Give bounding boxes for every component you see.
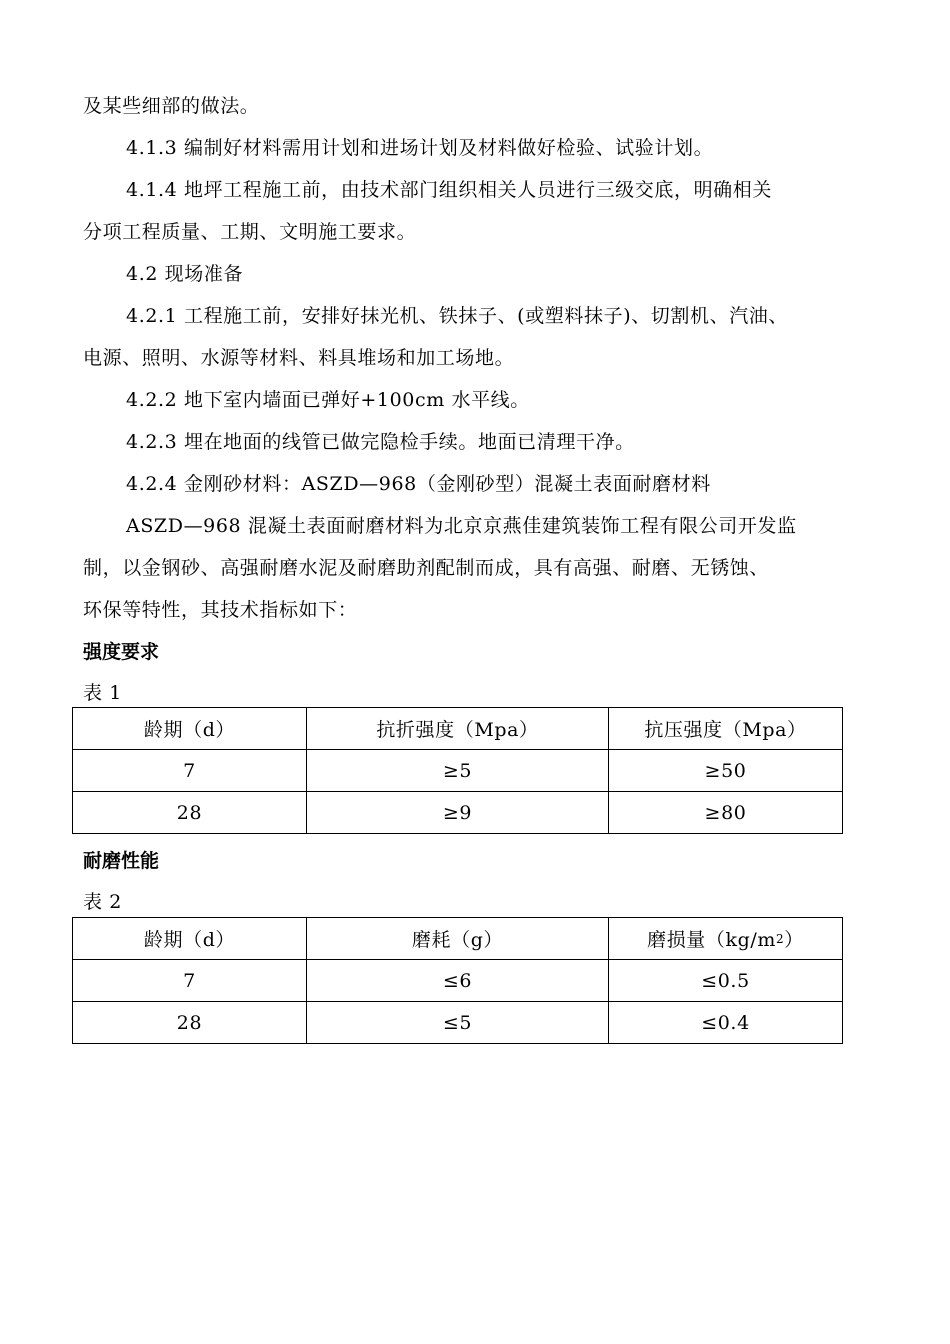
table2-caption: 表 2 [83, 891, 122, 913]
table-cell: ≥5 [307, 750, 609, 792]
table-cell: ≤6 [307, 960, 609, 1002]
header-text: 磨损量（kg/m [647, 929, 777, 951]
paragraph-line: 分项工程质量、工期、文明施工要求。 [83, 221, 417, 243]
paragraph-line: 及某些细部的做法。 [83, 95, 260, 117]
table-cell: ≥9 [307, 792, 609, 834]
table-cell: ≤0.5 [609, 960, 843, 1002]
table-row [73, 960, 843, 1002]
strength-table [72, 707, 843, 834]
header-cell [609, 918, 843, 960]
paragraph-line: 制，以金钢砂、高强耐磨水泥及耐磨助剂配制而成，具有高强、耐磨、无锈蚀、 [83, 557, 770, 579]
strength-heading: 强度要求 [83, 641, 160, 663]
table-cell: 7 [73, 960, 307, 1002]
table-header-row [73, 708, 843, 750]
section-title: 4.2 现场准备 [126, 263, 244, 285]
header-text: ） [784, 929, 804, 951]
header-cell: 抗压强度（Mpa） [609, 708, 843, 750]
wear-table [72, 917, 843, 1044]
table-row [73, 1002, 843, 1044]
paragraph-line: ASZD—968 混凝土表面耐磨材料为北京京燕佳建筑装饰工程有限公司开发监 [126, 515, 797, 537]
header-cell: 磨耗（g） [307, 918, 609, 960]
table-cell: ≤5 [307, 1002, 609, 1044]
table-cell: ≤0.4 [609, 1002, 843, 1044]
table1-caption: 表 1 [83, 682, 122, 704]
header-cell: 抗折强度（Mpa） [307, 708, 609, 750]
table-cell: ≥80 [609, 792, 843, 834]
paragraph-line: 4.2.2 地下室内墙面已弹好+100cm 水平线。 [126, 389, 530, 411]
paragraph-line: 4.1.3 编制好材料需用计划和进场计划及材料做好检验、试验计划。 [126, 137, 714, 159]
header-cell: 龄期（d） [73, 708, 307, 750]
paragraph-line: 电源、照明、水源等材料、料具堆场和加工场地。 [83, 347, 515, 369]
table-header-row [73, 918, 843, 960]
table-row [73, 750, 843, 792]
paragraph-line: 4.1.4 地坪工程施工前，由技术部门组织相关人员进行三级交底，明确相关 [126, 179, 772, 201]
paragraph-line: 4.2.1 工程施工前，安排好抹光机、铁抹子、(或塑料抹子)、切割机、汽油、 [126, 305, 789, 327]
table-cell: 28 [73, 1002, 307, 1044]
superscript-unit: 2 [776, 932, 785, 946]
paragraph-line: 4.2.4 金刚砂材料：ASZD—968（金刚砂型）混凝土表面耐磨材料 [126, 473, 711, 495]
paragraph-line: 环保等特性，其技术指标如下： [83, 599, 358, 621]
table-cell: ≥50 [609, 750, 843, 792]
table-cell: 28 [73, 792, 307, 834]
wear-heading: 耐磨性能 [83, 850, 160, 872]
header-cell: 龄期（d） [73, 918, 307, 960]
table-row [73, 792, 843, 834]
table-cell: 7 [73, 750, 307, 792]
paragraph-line: 4.2.3 埋在地面的线管已做完隐检手续。地面已清理干净。 [126, 431, 635, 453]
